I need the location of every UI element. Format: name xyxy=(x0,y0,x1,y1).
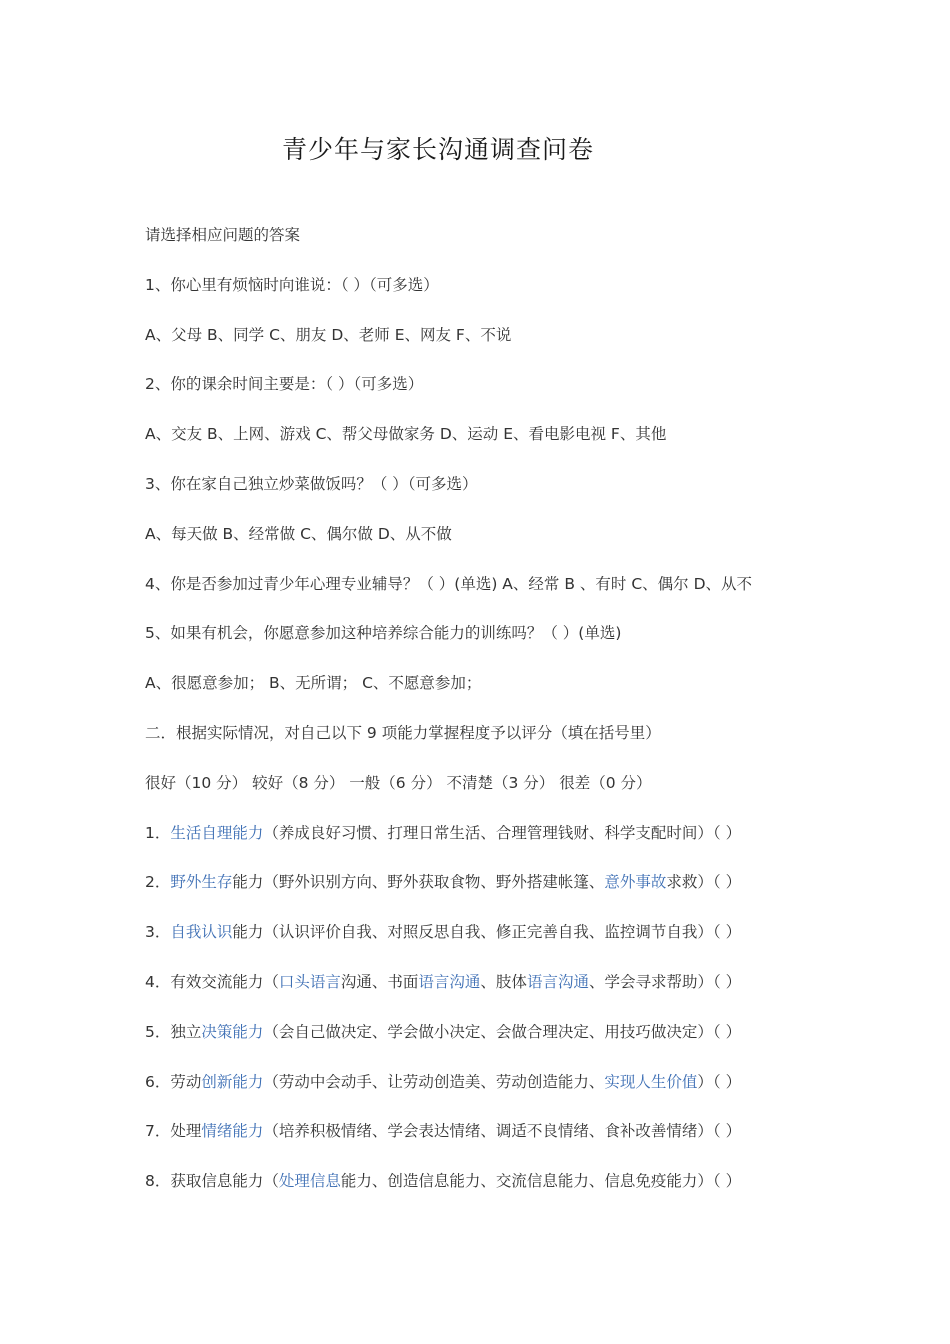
text-line xyxy=(145,1072,741,1092)
text-line xyxy=(145,524,452,544)
text-segment: A、父母 B、同学 C、朋友 D、老师 E、网友 F、不说 xyxy=(145,325,512,344)
text-segment: 4．有效交流能力（ xyxy=(145,973,279,991)
text-line xyxy=(145,1022,741,1042)
text-line xyxy=(145,922,741,942)
text-segment: 4、你是否参加过青少年心理专业辅导？（ ）(单选) A、经常 B 、有时 C、偶尔 D、从不 xyxy=(145,574,753,593)
link-text[interactable]: 创新能力 xyxy=(201,1072,264,1091)
link-text[interactable]: 处理信息 xyxy=(278,1172,341,1191)
text-segment: 8．获取信息能力（ xyxy=(145,1172,279,1191)
text-segment: （劳动中会动手、让劳动创造美、劳动创造能力、 xyxy=(263,1072,605,1091)
text-segment: 5．独立 xyxy=(145,1022,202,1041)
text-line xyxy=(145,972,741,992)
text-segment: 5、如果有机会，你愿意参加这种培养综合能力的训练吗？（ ）(单选) xyxy=(145,624,622,643)
text-line xyxy=(145,374,423,394)
text-segment: 沟通、书面 xyxy=(340,973,419,991)
text-line xyxy=(145,574,752,594)
link-text[interactable]: 意外事故 xyxy=(604,873,667,892)
text-segment: 3． xyxy=(145,923,171,942)
text-segment: 1、你心里有烦恼时向谁说：（ ）（可多选） xyxy=(145,275,439,294)
text-segment: 3、你在家自己独立炒菜做饭吗？（ ）（可多选） xyxy=(145,475,478,493)
text-line xyxy=(145,325,511,345)
link-text[interactable]: 实现人生价值 xyxy=(604,1072,698,1091)
text-segment: （养成良好习惯、打理日常生活、合理管理钱财、科学支配时间）（ ） xyxy=(263,823,742,842)
text-line xyxy=(145,275,439,295)
text-line xyxy=(145,723,661,743)
text-segment: ）（ ） xyxy=(697,1072,742,1091)
link-text[interactable]: 决策能力 xyxy=(201,1022,264,1041)
link-text[interactable]: 野外生存 xyxy=(170,873,233,892)
text-segment: A、很愿意参加； B、无所谓； C、不愿意参加； xyxy=(145,674,482,693)
text-segment: （会自己做决定、学会做小决定、会做合理决定、用技巧做决定）（ ） xyxy=(263,1022,742,1041)
text-segment: 请选择相应问题的答案 xyxy=(145,226,301,244)
text-line xyxy=(145,673,481,693)
text-line xyxy=(145,623,621,643)
text-segment: 2． xyxy=(145,873,171,892)
text-line xyxy=(145,773,652,793)
link-text[interactable]: 生活自理能力 xyxy=(170,823,264,842)
text-segment: A、交友 B、上网、游戏 C、帮父母做家务 D、运动 E、看电影电视 F、其他 xyxy=(145,425,667,444)
link-text[interactable]: 自我认识 xyxy=(170,923,233,942)
text-segment: 、肢体 xyxy=(480,973,527,991)
text-segment: （培养积极情绪、学会表达情绪、调适不良情绪、食补改善情绪）（ ） xyxy=(263,1122,742,1141)
text-line xyxy=(145,823,741,843)
text-line xyxy=(145,474,478,494)
text-line xyxy=(145,225,300,245)
text-segment: 能力（认识评价自我、对照反思自我、修正完善自我、监控调节自我）（ ） xyxy=(232,923,742,942)
link-text[interactable]: 情绪能力 xyxy=(201,1122,264,1141)
text-line xyxy=(145,1121,741,1141)
text-segment: 2、你的课余时间主要是：（ ）（可多选） xyxy=(145,375,424,394)
text-segment: 6．劳动 xyxy=(145,1072,202,1091)
text-segment: A、每天做 B、经常做 C、偶尔做 D、从不做 xyxy=(145,524,452,543)
text-segment: 能力、创造信息能力、交流信息能力、信息免疫能力）（ ） xyxy=(340,1172,742,1191)
text-segment: 、学会寻求帮助）（ ） xyxy=(588,973,742,991)
link-text[interactable]: 语言沟通 xyxy=(418,973,481,991)
text-line xyxy=(145,1171,741,1191)
text-segment: 1． xyxy=(145,823,171,842)
link-text[interactable]: 口头语言 xyxy=(278,973,341,991)
text-segment: 能力（野外识别方向、野外获取食物、野外搭建帐篷、 xyxy=(232,873,605,892)
text-line xyxy=(145,424,666,444)
text-segment: 很好（10 分） 较好（8 分） 一般（6 分） 不清楚（3 分） 很差（0 分） xyxy=(145,773,652,792)
text-segment: 二．根据实际情况，对自己以下 9 项能力掌握程度予以评分（填在括号里） xyxy=(145,724,661,742)
document-title: 青少年与家长沟通调查问卷 xyxy=(281,135,594,164)
text-segment: 7．处理 xyxy=(145,1122,202,1141)
text-segment: 求救）（ ） xyxy=(666,873,742,892)
text-line xyxy=(145,872,741,892)
link-text[interactable]: 语言沟通 xyxy=(526,973,589,991)
